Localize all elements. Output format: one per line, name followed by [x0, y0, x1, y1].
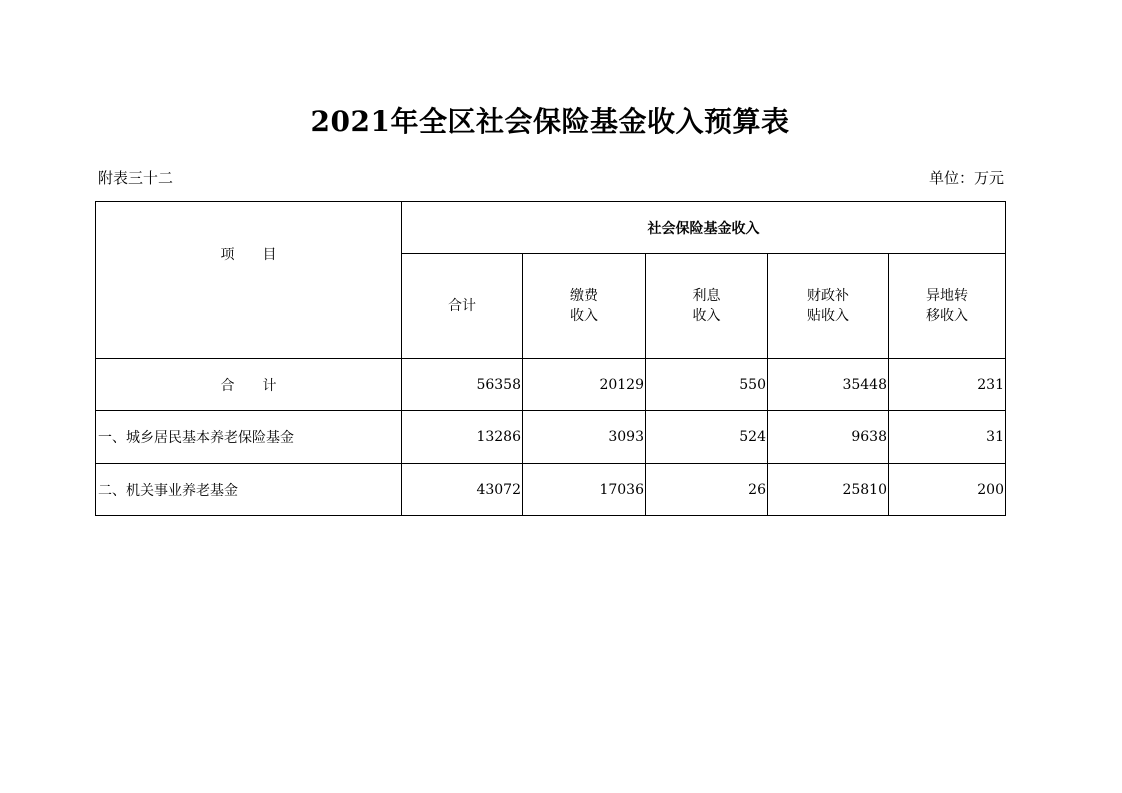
table-row: [96, 411, 1006, 464]
cell-value: 231: [889, 359, 1006, 411]
cell-value: 9638: [768, 411, 889, 464]
cell-value: 550: [646, 359, 768, 411]
cell-value: 524: [646, 411, 768, 464]
table-row: [96, 359, 1006, 411]
cell-value: 31: [889, 411, 1006, 464]
cell-value: 3093: [523, 411, 646, 464]
item-column-header: [96, 202, 402, 359]
unit-label: 单位：万元: [928, 169, 1004, 187]
cell-value: 26: [646, 464, 768, 516]
budget-table: [95, 201, 1006, 516]
column-header-total: 合计: [402, 254, 523, 359]
cell-value: 56358: [402, 359, 523, 411]
table-row: [96, 464, 1006, 516]
cell-value: 13286: [402, 411, 523, 464]
row-label: 一、城乡居民基本养老保险基金: [96, 411, 402, 464]
column-header-transfer: 异地转 移收入: [889, 254, 1006, 359]
cell-value: 20129: [523, 359, 646, 411]
row-label: 二、机关事业养老基金: [96, 464, 402, 516]
column-header-contribution: 缴费 收入: [523, 254, 646, 359]
cell-value: 43072: [402, 464, 523, 516]
column-header-subsidy: 财政补 贴收入: [768, 254, 889, 359]
column-header-interest: 利息 收入: [646, 254, 768, 359]
cell-value: 17036: [523, 464, 646, 516]
row-label: 合 计: [96, 359, 402, 411]
page-title: 2021年全区社会保险基金收入预算表: [310, 105, 790, 138]
attachment-label: 附表三十二: [98, 169, 174, 187]
cell-value: 200: [889, 464, 1006, 516]
cell-value: 25810: [768, 464, 889, 516]
cell-value: 35448: [768, 359, 889, 411]
group-header: 社会保险基金收入: [402, 202, 1006, 254]
item-header-label: 项 目: [220, 247, 277, 263]
